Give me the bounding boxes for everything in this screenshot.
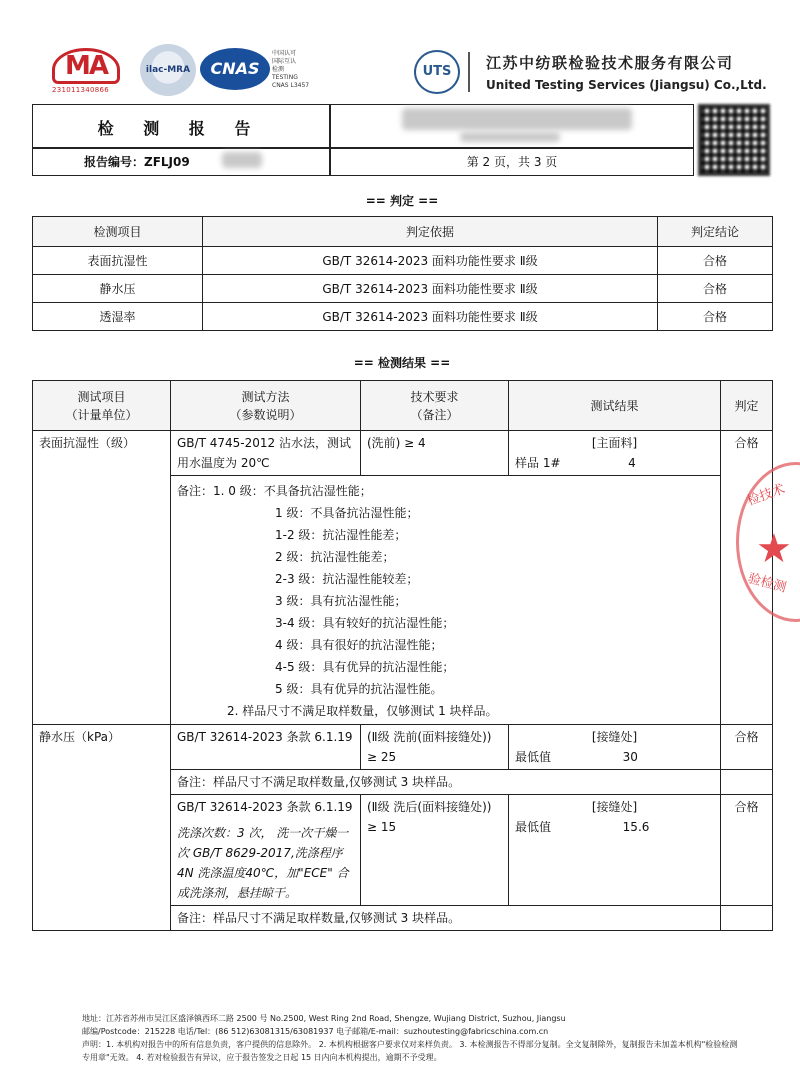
cma-logo: MA	[52, 48, 120, 84]
footer	[82, 1012, 742, 1064]
table-cell: 合格	[658, 247, 773, 275]
note-cell	[171, 476, 721, 725]
header-main: 测试项目	[77, 389, 126, 404]
header-sub: （计量单位）	[65, 407, 138, 422]
footer-address: 地址：江苏省苏州市吴江区盛泽镇西环二路 2500 号 No.2500, West Ring 2nd Road, Shengze, Wujiang District, Suzhou, Jiangsu	[82, 1014, 566, 1023]
box-divider	[33, 147, 693, 149]
verdict-cell: 合格	[721, 725, 773, 770]
cnas-side-line: CNAS L3457	[272, 82, 310, 89]
note-line: 2-3 级：抗沾湿性能较差；	[275, 572, 419, 586]
empty-cell	[721, 906, 773, 931]
results-table	[32, 380, 773, 931]
star-icon: ★	[756, 526, 792, 572]
note-line: 备注：1. 0 级：不具备抗沾湿性能；	[177, 484, 372, 498]
wash-note: 洗涤次数：3 次， 洗一次干燥一次 GB/T 8629-2017,洗涤程序 4N 洗涤温度40℃，加"ECE" 合成洗涤剂，悬挂晾干。	[177, 826, 349, 900]
table-cell: 静水压	[33, 275, 203, 303]
table-cell: GB/T 32614-2023 面料功能性要求 Ⅱ级	[203, 303, 658, 331]
req-cell: (Ⅱ级 洗后(面料接缝处)) ≥ 15	[361, 795, 509, 906]
column-header	[33, 381, 171, 431]
cnas-side-line: 国际互认	[272, 58, 297, 65]
cnas-side-text	[272, 50, 324, 90]
org-name-cn: 江苏中纺联检验技术服务有限公司	[486, 54, 734, 72]
logo-divider	[468, 52, 470, 92]
note-line: 5 级：具有优异的抗沾湿性能。	[275, 682, 443, 696]
item-cell: 表面抗湿性（级）	[33, 431, 171, 725]
column-header: 判定	[721, 381, 773, 431]
note-line: 4 级：具有很好的抗沾湿性能；	[275, 638, 443, 652]
column-header	[361, 381, 509, 431]
min-line	[515, 747, 714, 767]
report-title: 检 测 报 告	[97, 119, 263, 138]
ilac-mra-logo: ilac-MRA	[140, 44, 196, 96]
min-label: 最低值	[515, 750, 552, 764]
cnas-side-line: 检测	[272, 66, 285, 73]
column-header: 检测项目	[33, 217, 203, 247]
note-line: 3 级：具有抗沾湿性能；	[275, 594, 407, 608]
table-cell: GB/T 32614-2023 面料功能性要求 Ⅱ级	[203, 275, 658, 303]
header-sub: （参数说明）	[229, 407, 302, 422]
report-number-label: 报告编号：	[84, 155, 145, 169]
sample-value: 4	[628, 456, 636, 470]
min-label: 最低值	[515, 820, 552, 834]
judgement-section-title: == 判定 ==	[365, 194, 439, 208]
note-cell: 备注：样品尺寸不满足取样数量,仅够测试 3 块样品。	[171, 906, 721, 931]
item-cell: 静水压（kPa）	[33, 725, 171, 931]
verdict-cell: 合格	[721, 795, 773, 906]
cnas-side-line: 中国认可	[272, 50, 297, 57]
note-line: 2. 样品尺寸不满足取样数量，仅够测试 1 块样品。	[227, 704, 498, 718]
note-line: 3-4 级：具有较好的抗沾湿性能；	[275, 616, 455, 630]
note-line: 1 级：不具备抗沾湿性能；	[275, 506, 419, 520]
footer-contact: 邮编/Postcode：215228 电话/Tel：(86 512)63081315/63081937 电子邮箱/E-mail：suzhoutesting@fabricschina.com.cn	[82, 1027, 549, 1036]
note-cell: 备注：样品尺寸不满足取样数量,仅够测试 3 块样品。	[171, 770, 721, 795]
table-row	[33, 247, 773, 275]
redacted-block	[460, 132, 560, 142]
min-line	[515, 817, 714, 837]
cnas-side-line: TESTING	[272, 74, 298, 81]
org-name-en: United Testing Services (Jiangsu) Co.,Ltd.	[486, 78, 767, 92]
table-cell: 表面抗湿性	[33, 247, 203, 275]
cma-number: 231011340866	[52, 86, 110, 94]
report-number	[84, 153, 190, 170]
table-row	[33, 303, 773, 331]
note-line: 4-5 级：具有优异的抗沾湿性能；	[275, 660, 455, 674]
redacted-block	[402, 108, 632, 130]
sample-line	[515, 453, 714, 473]
req-cell: (洗前) ≥ 4	[361, 431, 509, 476]
header-main: 技术要求	[410, 389, 459, 404]
result-head: [接缝处]	[591, 730, 638, 744]
footer-statement: 声明：1. 本机构对报告中的所有信息负责，客户提供的信息除外。 2. 本机构根据客户要求仅对来样负责。 3. 本检测报告不得部分复制。全文复制除外，复制报告未加盖本机构"检验检测专用章"无效。 4. 若对检验报告有异议，应于报告签发之日起 15 日内向本机构提出，逾期不予受理。	[82, 1040, 738, 1062]
table-cell: GB/T 32614-2023 面料功能性要求 Ⅱ级	[203, 247, 658, 275]
result-cell	[509, 431, 721, 476]
table-row	[33, 431, 773, 476]
header-sub: （备注）	[410, 407, 459, 422]
column-header: 判定结论	[658, 217, 773, 247]
qr-code	[698, 104, 770, 176]
column-header: 测试结果	[509, 381, 721, 431]
result-cell	[509, 725, 721, 770]
empty-cell	[721, 770, 773, 795]
min-value: 15.6	[622, 820, 650, 834]
method-cell: GB/T 4745-2012 沾水法，测试用水温度为 20℃	[171, 431, 361, 476]
stamp-text: 验检测	[746, 571, 788, 596]
table-cell: 合格	[658, 275, 773, 303]
result-head: [接缝处]	[591, 800, 638, 814]
table-cell: 透湿率	[33, 303, 203, 331]
table-cell: 合格	[658, 303, 773, 331]
results-section-title: == 检测结果 ==	[353, 356, 451, 370]
table-header-row	[33, 381, 773, 431]
uts-logo: UTS	[414, 50, 460, 94]
redacted-block	[222, 152, 262, 168]
method-text: GB/T 32614-2023 条款 6.1.19	[177, 800, 353, 814]
report-number-value: ZFLJ09	[144, 155, 190, 169]
table-header-row	[33, 217, 773, 247]
result-cell	[509, 795, 721, 906]
min-value: 30	[622, 750, 638, 764]
judgement-table	[32, 216, 773, 331]
table-row	[33, 725, 773, 770]
column-header: 判定依据	[203, 217, 658, 247]
note-line: 2 级：抗沾湿性能差；	[275, 550, 395, 564]
method-cell: GB/T 32614-2023 条款 6.1.19	[171, 725, 361, 770]
note-line: 1-2 级：抗沾湿性能差；	[275, 528, 407, 542]
page-info: 第 2 页，共 3 页	[466, 155, 558, 169]
sample-label: 样品 1#	[515, 456, 561, 470]
result-head: [主面料]	[591, 436, 638, 450]
stamp-text: 检技术	[745, 481, 788, 510]
req-cell: (Ⅱ级 洗前(面料接缝处)) ≥ 25	[361, 725, 509, 770]
header-main: 测试方法	[241, 389, 290, 404]
column-header	[171, 381, 361, 431]
cnas-logo: CNAS	[200, 48, 270, 90]
method-cell	[171, 795, 361, 906]
table-row	[33, 275, 773, 303]
verdict-cell: 合格	[721, 431, 773, 725]
